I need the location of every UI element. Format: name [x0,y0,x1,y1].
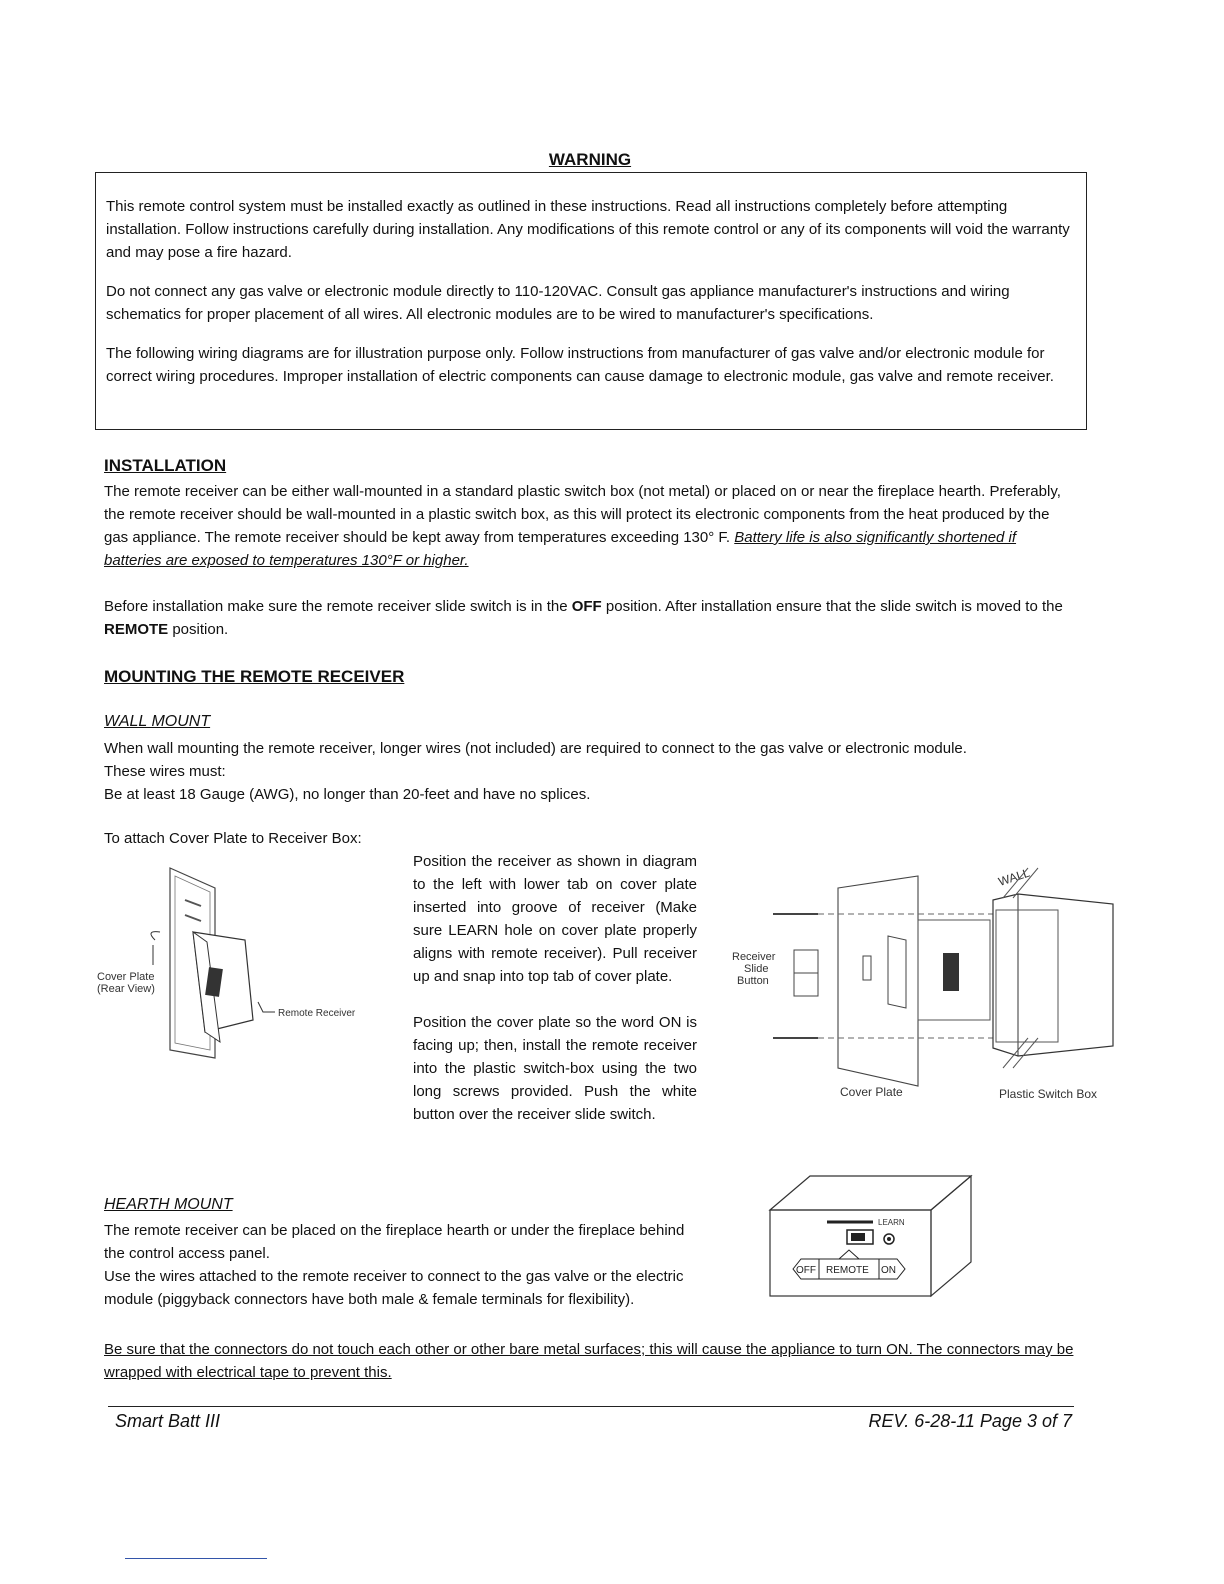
cover-plate-label: Cover Plate [840,1085,903,1099]
receiver-slide-button-label-2: Slide [744,963,769,975]
warning-paragraph-3: The following wiring diagrams are for illustration purpose only. Follow instructions from manufacturer of gas valve and/or electronic module for correct wiring procedures. Improper installation of electric components can cause damage to electronic module, gas valve and remote receiver. [106,345,1054,385]
warning-paragraph-2: Do not connect any gas valve or electronic module directly to 110-120VAC. Consult gas appliance manufacturer's instructions and wiring schematics for proper placement of all wires. All electronic modules are to be wired to manufacturer's specifications. [106,283,1010,323]
bottom-divider [125,1558,267,1559]
warning-title: WARNING [548,150,632,169]
remote-label: REMOTE [104,621,169,638]
footer-product-name: Smart Batt III [115,1411,221,1431]
wall-mount-text: When wall mounting the remote receiver, longer wires (not included) are required to connect to the gas valve or electronic module. These wires must: Be at least 18 Gauge (AWG), no longer than 20-feet and have no splices. [104,740,967,803]
on-position-label: ON [881,1265,896,1276]
installation-heading: INSTALLATION [104,456,227,475]
off-position-label: OFF [796,1265,816,1276]
receiver-slide-button-label-1: Receiver [732,951,776,963]
position-instructions: Position the receiver as shown in diagram to the left with lower tab on cover plate inserted into groove of receiver (Make sure LEARN hole on cover plate properly aligns with remote receiver). Pull receiver up and snap into top tab of cover plate. Position the cover plate so the word ON is facing up; then, install the remote receiver into the plastic switch-box using the two long screws provided. Push the white button over the receiver slide switch. [413,853,697,1123]
learn-label: LEARN [878,1218,905,1227]
attach-instruction: To attach Cover Plate to Receiver Box: [104,830,362,847]
plastic-switch-box-label: Plastic Switch Box [999,1087,1098,1101]
receiver-rear-view-diagram [95,860,365,1065]
slide-switch-paragraph: Before installation make sure the remote receiver slide switch is in the OFF position. After installation ensure that the slide switch is moved to the REMOTE position. [104,598,1063,638]
installation-section [104,480,1076,572]
receiver-slide-button-label-3: Button [737,975,769,987]
receiver-hearth-diagram [765,1172,980,1302]
wall-mount-heading: WALL MOUNT [104,713,211,730]
wall-label: WALL [996,865,1032,889]
connector-warning: Be sure that the connectors do not touch each other or other bare metal surfaces; this will cause the appliance to turn ON. The connectors may be wrapped with electrical tape to prevent this. [104,1341,1074,1381]
footer-divider [108,1406,1074,1407]
cover-plate-label-2: (Rear View) [97,983,155,995]
battery-note: Battery life is also significantly shortened if batteries are exposed to temperatures 130°F or higher. [104,529,1017,569]
remote-position-label: REMOTE [826,1265,869,1276]
wall-mount-assembly-diagram [728,858,1124,1108]
warning-box [95,172,1087,430]
installation-paragraph: The remote receiver can be either wall-mounted in a standard plastic switch box (not metal) or placed on or near the fireplace hearth. Preferably, the remote receiver should be wall-mounted in a plastic switch box, as this will protect its electronic components from the heat produced by the gas appliance. The remote receiver should be kept away from temperatures exceeding 130° F. [104,483,1061,546]
hearth-mount-heading: HEARTH MOUNT [104,1196,233,1213]
warning-paragraph-1: This remote control system must be installed exactly as outlined in these instructions. Read all instructions completely before attempting installation. Follow instructions carefully during installation. Any modifications of this remote control or any of its components will void the warranty and may pose a fire hazard. [106,198,1070,261]
mounting-heading: MOUNTING THE REMOTE RECEIVER [104,667,405,686]
remote-receiver-label: Remote Receiver [278,1008,356,1019]
footer-revision-page: REV. 6-28-11 Page 3 of 7 [868,1411,1072,1431]
hearth-mount-text: The remote receiver can be placed on the fireplace hearth or under the fireplace behind the control access panel. Use the wires attached to the remote receiver to connect to the gas valve or the electric module (piggyback connectors have both male & female terminals for flexibility). [104,1222,685,1308]
off-label: OFF [571,598,602,615]
cover-plate-label-1: Cover Plate [97,971,155,983]
